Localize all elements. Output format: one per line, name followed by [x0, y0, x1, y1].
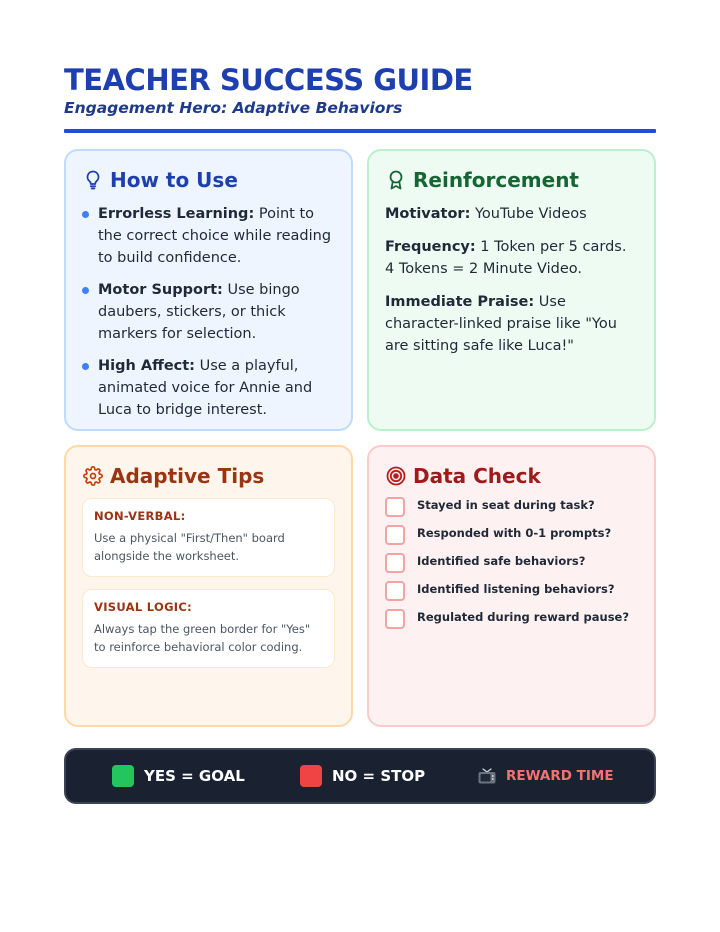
gear-icon	[82, 465, 104, 487]
checklist-label: Identified listening behaviors?	[417, 582, 615, 596]
data-check-card	[367, 445, 656, 727]
checkbox[interactable]	[385, 497, 405, 517]
reinforcement-heading: Reinforcement	[413, 168, 579, 192]
award-ribbon-icon	[385, 169, 407, 191]
how-to-use-card	[64, 149, 353, 431]
how-to-use-heading: How to Use	[110, 168, 238, 192]
tip-card	[82, 498, 335, 577]
legend-no-label: NO = STOP	[332, 767, 426, 785]
item-label: Frequency:	[385, 239, 476, 255]
data-check-header	[385, 462, 638, 490]
item-label: Motor Support:	[98, 282, 223, 298]
television-icon	[478, 768, 496, 784]
lightbulb-icon	[82, 169, 104, 191]
tip-title: NON-VERBAL:	[94, 509, 186, 523]
legend-reward	[478, 750, 614, 802]
legend-bar	[64, 748, 656, 804]
item-label: High Affect:	[98, 358, 195, 374]
checklist-item	[385, 525, 638, 553]
checklist-label: Responded with 0-1 prompts?	[417, 526, 612, 540]
header-divider	[64, 129, 656, 133]
tip-text: Use a physical "First/Then" board alongside the worksheet.	[94, 531, 285, 563]
adaptive-tips-list	[82, 498, 335, 668]
checklist-item	[385, 609, 638, 637]
how-to-use-header	[82, 166, 335, 194]
page-header	[64, 62, 656, 117]
page-title: TEACHER SUCCESS GUIDE	[64, 63, 473, 97]
tip-card	[82, 589, 335, 668]
checklist-label: Identified safe behaviors?	[417, 554, 586, 568]
checklist-item	[385, 581, 638, 609]
adaptive-tips-card	[64, 445, 353, 727]
item-text: Use character-linked praise like "You are sitting safe like Luca!"	[385, 294, 617, 354]
list-item	[82, 203, 335, 269]
checklist-item	[385, 553, 638, 581]
tip-title: VISUAL LOGIC:	[94, 600, 193, 614]
red-swatch-icon	[300, 765, 322, 787]
checklist-item	[385, 497, 638, 525]
adaptive-tips-heading: Adaptive Tips	[110, 464, 265, 488]
checkbox[interactable]	[385, 609, 405, 629]
legend-reward-label: REWARD TIME	[506, 768, 614, 784]
item-label: Errorless Learning:	[98, 206, 255, 222]
reinforcement-header	[385, 166, 638, 194]
how-to-use-list	[82, 203, 335, 421]
data-check-heading: Data Check	[413, 464, 541, 488]
legend-no	[300, 750, 425, 802]
item-text: YouTube Videos	[470, 206, 587, 222]
item-text: 1 Token per 5 cards. 4 Tokens = 2 Minute Video.	[385, 239, 627, 277]
adaptive-tips-header	[82, 462, 335, 490]
item-label: Immediate Praise:	[385, 294, 535, 310]
item-text: Use a playful, animated voice for Annie and Luca to bridge interest.	[98, 358, 313, 418]
green-swatch-icon	[112, 765, 134, 787]
reinforcement-item	[385, 291, 638, 357]
checkbox[interactable]	[385, 553, 405, 573]
tip-text: Always tap the green border for "Yes" to reinforce behavioral color coding.	[94, 622, 311, 654]
target-icon	[385, 465, 407, 487]
page-subtitle: Engagement Hero: Adaptive Behaviors	[64, 99, 403, 117]
data-check-list	[385, 497, 638, 637]
item-label: Motivator:	[385, 206, 471, 222]
checklist-label: Regulated during reward pause?	[417, 610, 630, 624]
checkbox[interactable]	[385, 525, 405, 545]
checklist-label: Stayed in seat during task?	[417, 498, 595, 512]
item-text: Point to the correct choice while reading to build confidence.	[98, 206, 332, 266]
item-text: Use bingo daubers, stickers, or thick markers for selection.	[98, 282, 300, 342]
checkbox[interactable]	[385, 581, 405, 601]
reinforcement-card	[367, 149, 656, 431]
legend-yes-label: YES = GOAL	[144, 767, 245, 785]
reinforcement-item	[385, 236, 638, 280]
reinforcement-body	[385, 203, 638, 357]
legend-yes	[112, 750, 245, 802]
list-item	[82, 279, 335, 345]
reinforcement-item	[385, 203, 638, 225]
list-item	[82, 355, 335, 421]
